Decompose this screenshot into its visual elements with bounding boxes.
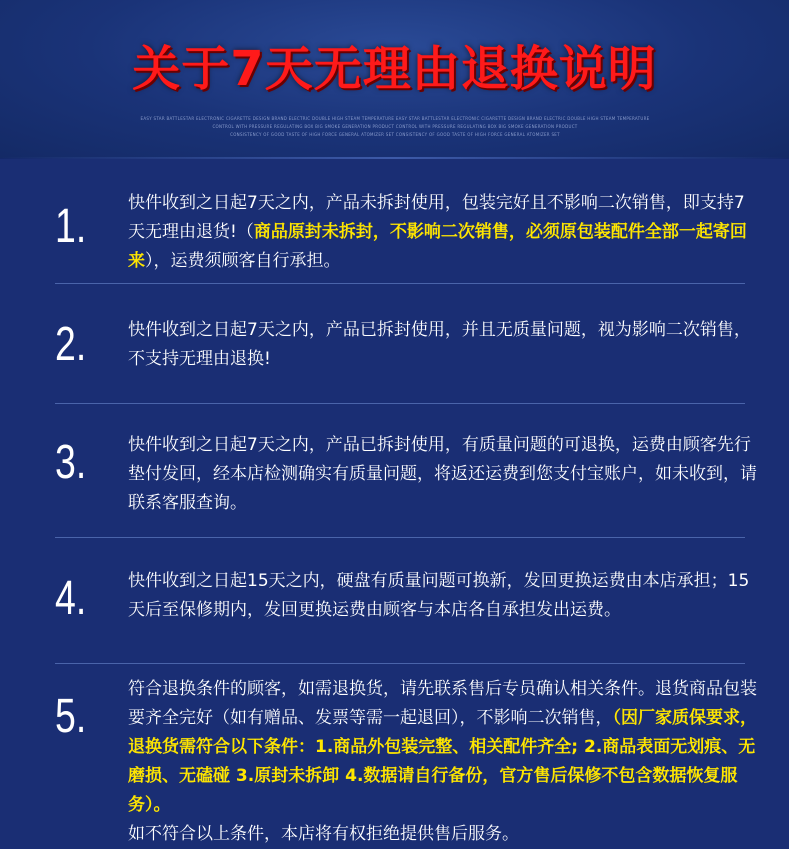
item-number: 3. — [55, 436, 87, 489]
item-text-plain: 如不符合以上条件，本店将有权拒绝提供售后服务。 — [128, 824, 519, 844]
divider — [55, 403, 745, 404]
item-text — [128, 316, 758, 374]
item-text — [128, 189, 758, 276]
item-number: 5. — [55, 690, 87, 743]
page-title: 关于7天无理由退换说明 — [132, 41, 657, 97]
decorative-microtext: EASY STAR BATTLESTAR ELECTRONIC CIGARETTE DESIGN BRAND ELECTRIC DOUBLE HIGH STEAM TEMPERATURE EASY STAR BATTLESTAR ELECTRONIC CIGARETTE DESIGN BRAND ELECTRIC DOUBLE HIGH STEAM TEMPERATURE — [140, 116, 650, 121]
item-number: 2. — [55, 318, 87, 371]
item-text-plain: 快件收到之日起7天之内，产品未拆封使用，包装完好且不影响二次销售，即支持7天无理由退货!（ — [128, 193, 745, 242]
header-banner — [0, 0, 789, 158]
item-text-plain: 快件收到之日起15天之内，硬盘有质量问题可换新，发回更换运费由本店承担；15天后至保修期内，发回更换运费由顾客与本店各自承担发出运费。 — [128, 571, 750, 620]
divider — [55, 283, 745, 284]
decorative-microtext: CONTROL WITH PRESSURE REGULATING BOX BIG SMOKE GENERATION PRODUCT CONTROL WITH PRESSURE REGULATING BOX BIG SMOKE GENERATION PRODUCT — [212, 124, 578, 129]
item-text-highlight: 商品原封未拆封，不影响二次销售，必须原包装配件全部一起寄回来 — [128, 222, 747, 271]
item-text-highlight: （因厂家质保要求，退换货需符合以下条件：1.商品外包装完整、相关配件齐全; 2.商品表面无划痕、无磨损、无磕碰 3.原封未拆卸 4.数据请自行备份，官方售后保修不包含数据恢复服务）。 — [128, 708, 757, 815]
item-text — [128, 431, 758, 518]
item-text — [128, 567, 758, 625]
item-text-plain: 符合退换条件的顾客，如需退换货，请先联系售后专员确认相关条件。退货商品包装要齐全完好（如有赠品、发票等需一起退回），不影响二次销售， — [128, 679, 757, 728]
item-text-plain: 快件收到之日起7天之内，产品已拆封使用，并且无质量问题，视为影响二次销售，不支持无理由退换! — [128, 320, 751, 369]
item-number: 1. — [55, 200, 87, 253]
policy-list — [0, 159, 789, 849]
decorative-microtext: CONSISTENCY OF GOOD TASTE OF HIGH FORCE GENERAL ATOMIZER SET CONSISTENCY OF GOOD TASTE OF HIGH FORCE GENERAL ATOMIZER SET — [230, 132, 560, 137]
item-text-plain: 快件收到之日起7天之内，产品已拆封使用，有质量问题的可退换，运费由顾客先行垫付发回，经本店检测确实有质量问题，将返还运费到您支付宝账户，如未收到，请联系客服查询。 — [128, 435, 757, 513]
item-text — [128, 675, 758, 849]
item-number: 4. — [55, 572, 87, 625]
item-text-plain: ），运费须顾客自行承担。 — [145, 251, 341, 271]
divider — [55, 537, 745, 538]
divider — [55, 663, 745, 664]
